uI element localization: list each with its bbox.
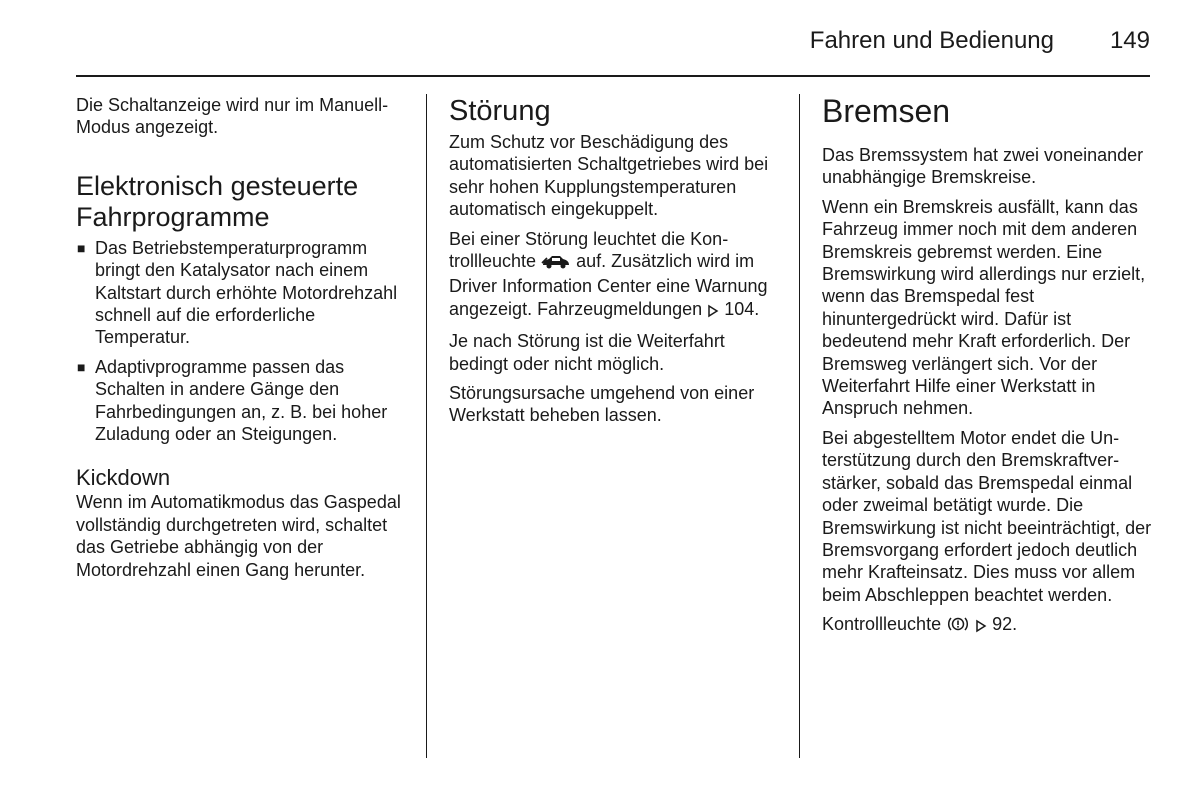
page-reference-icon <box>975 616 987 638</box>
heading-fahrprogramme: Elektronisch gesteuerte Fahrprogramme <box>76 170 359 232</box>
car-fault-warning-icon <box>541 253 571 275</box>
list-item <box>76 356 410 446</box>
page-number: 149 <box>1109 27 1150 54</box>
page-reference-icon <box>707 301 719 323</box>
square-bullet-icon: ■ <box>77 358 86 375</box>
page-reference: 104. <box>724 298 760 319</box>
column-right <box>822 94 1152 646</box>
heading-stoerung: Störung <box>449 95 551 127</box>
column-left <box>76 94 410 588</box>
column-divider <box>426 94 427 758</box>
paragraph <box>449 228 779 324</box>
heading-bremsen: Bremsen <box>822 93 951 129</box>
paragraph: Zum Schutz vor Beschädigung des automatisierten Schaltgetriebes wird bei sehr hohen Kupplungstemperaturen automatisch eingekuppelt. <box>449 132 769 220</box>
bullet-list <box>76 237 410 446</box>
list-item-text: Das Betriebstemperaturprogramm bringt den Katalysator nach einem Kaltstart durch erhöhte Motordrehzahl schnell auf die erforderliche Temperatur. <box>95 237 398 348</box>
paragraph: Je nach Störung ist die Weiterfahrt bedingt oder nicht möglich. <box>449 331 725 374</box>
kickdown-text: Wenn im Automatikmodus das Gaspedal vollständig durchgetreten wird, schaltet das Getriebe abhängig von der Motordrehzahl einen Gang herunter. <box>76 492 401 580</box>
page-reference: 92. <box>992 614 1018 635</box>
header-rule <box>76 75 1150 77</box>
square-bullet-icon: ■ <box>77 239 86 256</box>
intro-text: Die Schaltanzeige wird nur im Manuell-Modus angezeigt. <box>76 95 389 138</box>
column-middle <box>449 94 779 434</box>
brake-warning-icon <box>946 615 970 638</box>
paragraph: Das Bremssystem hat zwei voneinander unabhängige Bremskreise. <box>822 145 1144 188</box>
heading-kickdown: Kickdown <box>76 465 171 491</box>
list-item-text: Adaptivprogramme passen das Schalten in andere Gänge den Fahrbedingungen an, z. B. bei hoher Zuladung oder an Steigungen. <box>95 356 388 445</box>
paragraph: Wenn ein Bremskreis ausfällt, kann das Fahrzeug immer noch mit dem anderen Bremskreis gebremst werden. Eine Bremswirkung wird allerdings nur erzielt, wenn das Bremspedal fest hinuntergedrückt wird. Dafür ist bedeutend mehr Kraft erforderlich. Der Bremsweg verlängert sich. Vor der Weiterfahrt Hilfe einer Werkstatt in Anspruch nehmen. <box>822 196 1146 419</box>
paragraph-text: Bei einer Störung leuchtet die Kontrollleuchte <box>449 228 729 272</box>
paragraph-text: Kontrollleuchte <box>822 614 942 635</box>
page-header <box>76 26 1150 56</box>
paragraph <box>822 613 1152 638</box>
paragraph: Bei abgestelltem Motor endet die Unterstützung durch den Bremskraftverstärker, sobald das Bremspedal einmal oder zweimal betätigt wurde. Die Bremswirkung ist nicht beeinträchtigt, der Bremsvorgang erfordert jedoch deutlich mehr Krafteinsatz. Dies muss vor allem beim Abschleppen beachtet werden. <box>822 427 1152 605</box>
paragraph-text: auf. Zusätzlich wird im Driver Information Center eine Warnung angezeigt. Fahrzeugmeldungen <box>449 251 768 319</box>
paragraph: Störungsursache umgehend von einer Werkstatt beheben lassen. <box>449 383 755 426</box>
section-title: Fahren und Bedienung <box>809 27 1054 54</box>
column-divider <box>799 94 800 758</box>
list-item <box>76 237 410 349</box>
